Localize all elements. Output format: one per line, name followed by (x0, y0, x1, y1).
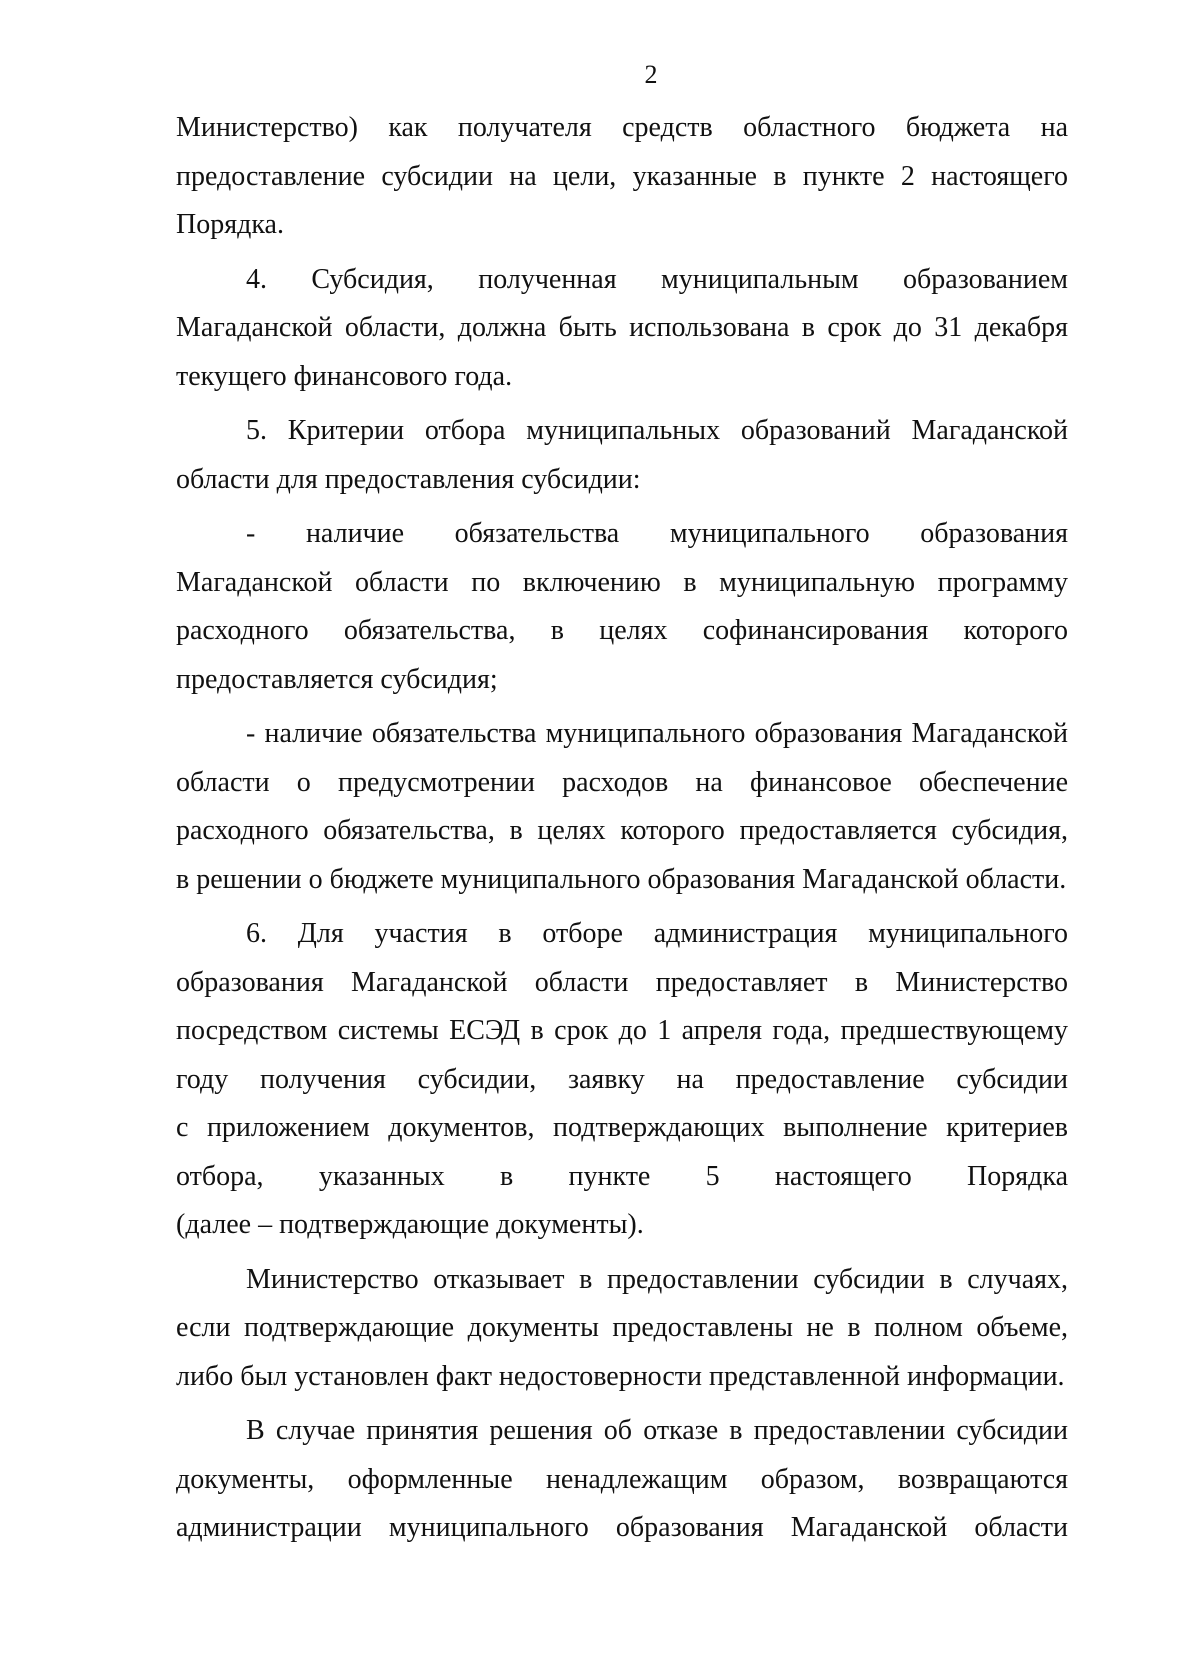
text-line: расходного обязательства, в целях софинансирования которого (176, 615, 1068, 646)
text-line: документы, оформленные ненадлежащим образом, возвращаются (176, 1463, 1068, 1495)
text-line: 6. Для участия в отборе администрация муниципального (246, 918, 1068, 949)
paragraph-continuation (176, 104, 1068, 250)
text-line: текущего финансового года. (176, 360, 513, 392)
text-line: предоставление субсидии на цели, указанные в пункте 2 настоящего (176, 160, 1068, 192)
page-number: 2 (644, 60, 658, 89)
text-line: области о предусмотрении расходов на финансовое обеспечение (176, 766, 1068, 798)
text-line: предоставляется субсидия; (176, 663, 498, 695)
text-line: области для предоставления субсидии: (176, 463, 641, 495)
document-body (176, 104, 1068, 1559)
paragraph-5 (176, 407, 1068, 504)
text-line: - наличие обязательства муниципального образования (246, 518, 1068, 549)
paragraph-5-item-2 (176, 710, 1068, 904)
text-line: отбора, указанных в пункте 5 настоящего Порядка (176, 1160, 1068, 1192)
paragraph-5-item-1 (176, 510, 1068, 704)
paragraph-refusal (176, 1256, 1068, 1402)
text-line: Порядка. (176, 209, 284, 240)
text-line: Министерство) как получателя средств областного бюджета на (176, 112, 1068, 143)
text-line: в решении о бюджете муниципального образования Магаданской области. (176, 863, 1067, 895)
text-line: В случае принятия решения об отказе в предоставлении субсидии (246, 1415, 1068, 1446)
paragraph-return (176, 1407, 1068, 1553)
paragraph-6 (176, 910, 1068, 1250)
text-line: Министерство отказывает в предоставлении субсидии в случаях, (246, 1263, 1068, 1295)
text-line: Магаданской области, должна быть использована в срок до 31 декабря (176, 312, 1068, 343)
text-line: администрации муниципального образования Магаданской области (176, 1512, 1068, 1543)
text-line: - наличие обязательства муниципального образования Магаданской (246, 718, 1068, 749)
text-line: образования Магаданской области предоставляет в Министерство (176, 966, 1068, 998)
text-line: (далее – подтверждающие документы). (176, 1209, 644, 1240)
text-line: 5. Критерии отбора муниципальных образований Магаданской (246, 415, 1068, 446)
text-line: либо был установлен факт недостоверности представленной информации. (176, 1360, 1065, 1392)
text-line: если подтверждающие документы предоставлены не в полном объеме, (176, 1312, 1068, 1343)
paragraph-4 (176, 256, 1068, 402)
text-line: с приложением документов, подтверждающих выполнение критериев (176, 1112, 1068, 1143)
text-line: Магаданской области по включению в муниципальную программу (176, 566, 1068, 598)
text-line: посредством системы ЕСЭД в срок до 1 апреля года, предшествующему (176, 1015, 1068, 1046)
text-line: расходного обязательства, в целях которого предоставляется субсидия, (176, 815, 1068, 846)
text-line: 4. Субсидия, полученная муниципальным образованием (246, 263, 1068, 295)
text-line: году получения субсидии, заявку на предоставление субсидии (176, 1063, 1068, 1095)
